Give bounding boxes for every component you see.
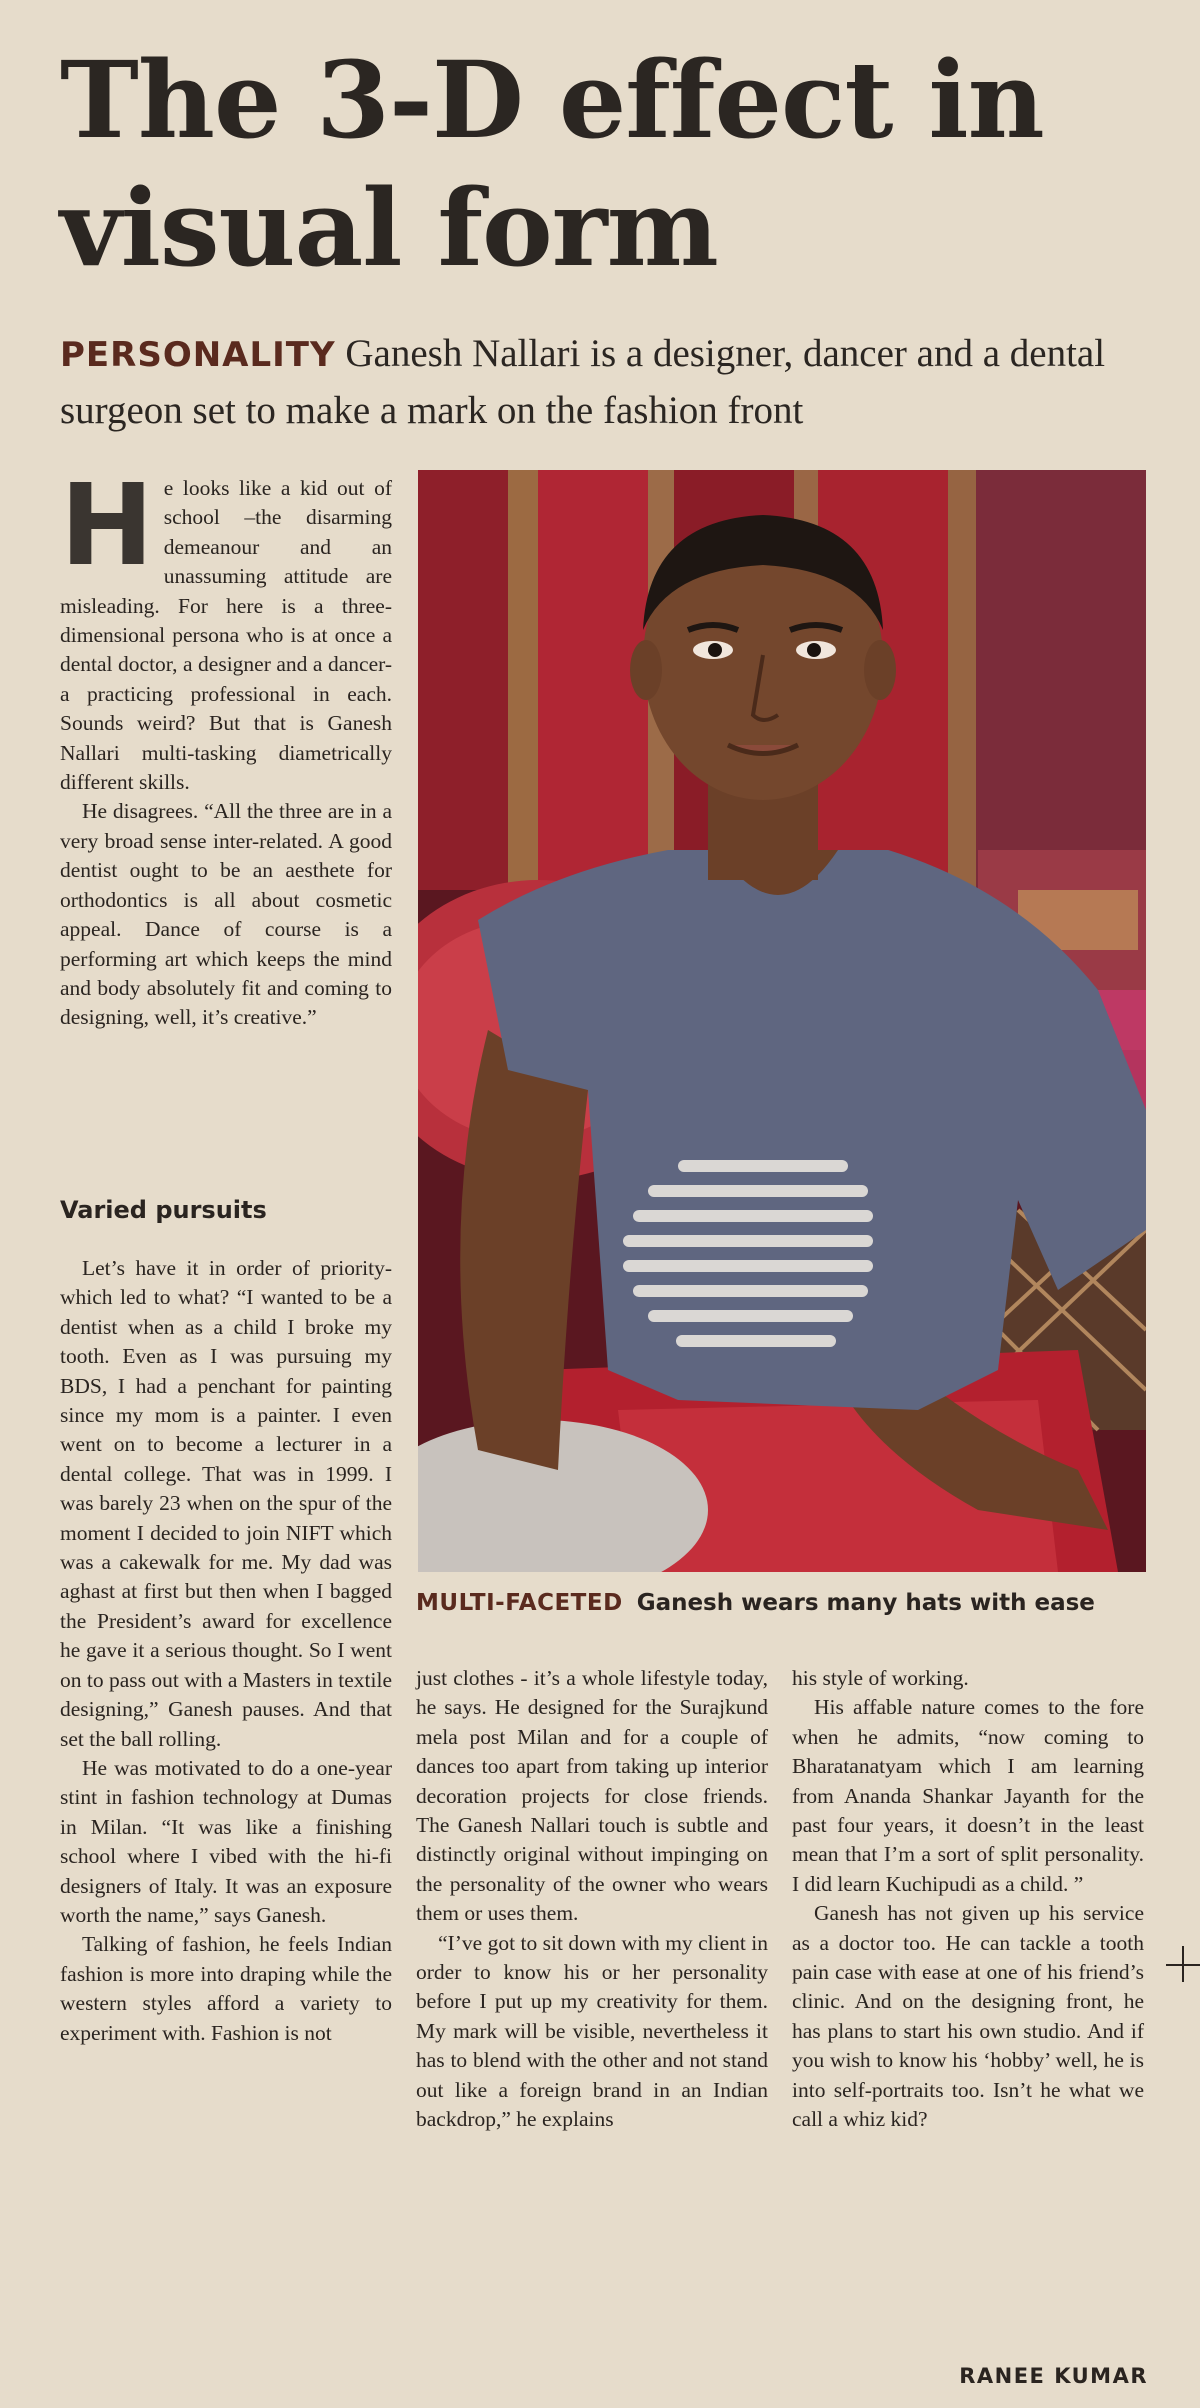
paragraph: Let’s have it in order of priority-which led to what? “I wanted to be a dentist when as a child I broke my tooth. Even as I was pursuing my BDS, I had a penchant for painting since my mom is a painter. I even went on to become a lecturer in a dental college. That was in 1999. I was barely 23 when on the spur of the moment I decided to join NIFT which was a cakewalk for me. My dad was aghast at first but then when I bagged the President’s award for excellence he gave it a serious thought. So I went on to pass out with a Masters in textile designing,” Ganesh pauses. And that set the ball rolling.: [60, 1256, 393, 1751]
headline-line-2: visual form: [60, 165, 718, 290]
caption-kicker: MULTI-FACETED: [416, 1590, 623, 1616]
portrait-illustration: [418, 470, 1146, 1572]
column-1-top: [60, 461, 392, 1033]
subhead: Varied pursuits: [60, 1196, 267, 1224]
paragraph: e looks like a kid out of school –the disarming demeanour and an unassuming attitude are misleading. For here is a three-dimensional persona who is at once a dental doctor, a designer and a dancer-a practicing professional in each. Sounds weird? But that is Ganesh Nallari multi-tasking diametrically different skills.: [60, 476, 392, 795]
drop-cap: H: [60, 461, 154, 591]
paragraph: He disagrees. “All the three are in a very broad sense inter-related. A good dentist ought to be an aesthete for orthodontics is all about cosmetic appeal. Dance of course is a performing art which keeps the mind and body absolutely fit and coming to designing, well, it’s creative.”: [60, 799, 392, 1030]
paragraph: just clothes - it’s a whole lifestyle today, he says. He designed for the Surajkund mela post Milan and for a couple of dances too apart from taking up interior decoration projects for close friends. The Ganesh Nallari touch is subtle and distinctly original without impinging on the personality of the owner who wears them or uses them.: [416, 1666, 768, 1926]
fold-mark-vertical: [1182, 1946, 1184, 1982]
column-3: [792, 1664, 1144, 2135]
deck-kicker: PERSONALITY: [60, 335, 336, 375]
deck: [60, 326, 1140, 439]
paragraph: He was motivated to do a one-year stint in fashion technology at Dumas in Milan. “It was like a finishing school where I vibed with the hi-fi designers of Italy. It was an exposure worth the name,” says Ganesh.: [60, 1755, 392, 1927]
paragraph: Talking of fashion, he feels Indian fashion is more into draping while the western styles afford a variety to experiment with. Fashion is not: [60, 1932, 392, 2045]
column-1-bottom: [60, 1254, 392, 2048]
byline: RANEE KUMAR: [959, 2364, 1148, 2388]
photo-caption: [416, 1590, 1156, 1616]
headline-line-1: The 3-D effect in: [60, 37, 1044, 162]
headline: [60, 36, 1160, 292]
paragraph: Ganesh has not given up his service as a doctor too. He can tackle a tooth pain case with ease at one of his friend’s clinic. And on the designing front, he has plans to start his own studio. And if you wish to know his ‘hobby’ well, he is into self-portraits too. Isn’t he what we call a whiz kid?: [792, 1901, 1144, 2132]
deck-text: Ganesh Nallari is a designer, dancer and a dental surgeon set to make a mark on the fashion front: [60, 332, 1106, 432]
portrait-photo: [418, 470, 1146, 1572]
column-2: [416, 1664, 768, 2135]
caption-text: Ganesh wears many hats with ease: [636, 1590, 1095, 1616]
paragraph: “I’ve got to sit down with my client in order to know his or her personality before I put up my creativity for them. My mark will be visible, nevertheless it has to blend with the other and not stand out like a foreign brand in an Indian backdrop,” he explains: [416, 1930, 768, 2132]
paragraph: his style of working.: [792, 1666, 969, 1690]
paragraph: His affable nature comes to the fore when he admits, “now coming to Bharatanatyam which I am learning from Ananda Shankar Jayanth for the past four years, it doesn’t in the least mean that I’m a sort of split personality. I did learn Kuchipudi as a child. ”: [792, 1695, 1144, 1896]
